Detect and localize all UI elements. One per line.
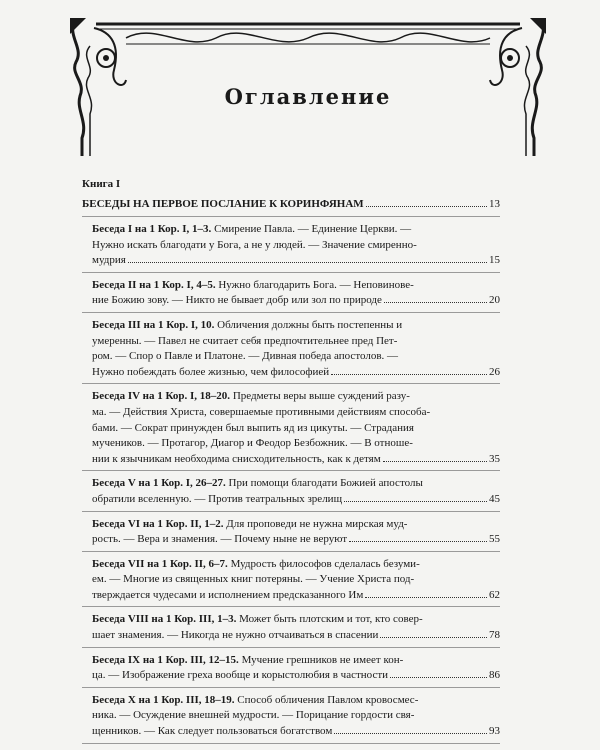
entry-text-line [92, 708, 500, 724]
entry-text: ника. — Осуждение внешней мудрости. — Порицание гордости свя- [92, 709, 415, 722]
leader-dots [366, 206, 487, 207]
entry-text: Для проповеди не нужна мирская муд- [226, 517, 408, 530]
entry-heading: Беседа X на 1 Кор. III, 18–19. [92, 693, 235, 706]
entry-text: Нужно побеждать более жизнью, чем философией [92, 365, 330, 378]
toc-entry [82, 606, 500, 646]
entry-page-number: 45 [489, 492, 500, 505]
entry-text: шает знамения. — Никогда не нужно отчаиваться в спасении [92, 629, 379, 642]
toc-entry [82, 470, 500, 510]
entry-text: тверждается чудесами и исполнением предсказанного Им [92, 588, 364, 601]
leader-dots [349, 541, 487, 542]
leader-dots [344, 501, 487, 502]
leader-dots [384, 302, 487, 303]
entry-last-line [92, 253, 500, 269]
entry-heading: Беседа I на 1 Кор. I, 1–3. [92, 223, 212, 235]
entry-text: бами. — Сократ принужден был выпить яд из цикуты. — Страдания [92, 421, 414, 434]
entry-text: Нужно благодарить Бога. — Неповинове- [218, 278, 414, 291]
entry-page-number: 55 [489, 533, 500, 546]
toc-entry [82, 216, 500, 272]
entry-page-number: 62 [489, 588, 500, 601]
entry-text: ма. — Действия Христа, совершаемые противными действиям способа- [92, 405, 431, 418]
leader-dots [383, 461, 487, 462]
entry-text: мучеников. — Протагор, Диагор и Феодор Безбожник. — В отноше- [92, 437, 413, 450]
entry-text-line [92, 572, 500, 588]
entry-last-line [92, 724, 500, 740]
entry-text: Нужно искать благодати у Бога, а не у людей. — Значение смиренно- [92, 238, 417, 251]
entry-text-line [92, 612, 500, 628]
entry-text-line [92, 557, 500, 573]
entry-text: ние Божию зову. — Никто не бывает добр или зол по природе [92, 294, 382, 307]
entry-last-line [92, 532, 500, 548]
entry-heading: Беседа II на 1 Кор. I, 4–5. [92, 278, 216, 291]
entry-heading: Беседа VI на 1 Кор. II, 1–2. [92, 517, 224, 530]
entry-page-number: 93 [489, 725, 500, 738]
entry-text: Предметы веры выше суждений разу- [232, 390, 410, 403]
entry-text-line [92, 653, 500, 669]
leader-dots [365, 597, 487, 598]
entry-heading: Беседа VIII на 1 Кор. III, 1–3. [92, 613, 237, 626]
entry-text-line [92, 238, 500, 254]
entry-page-number: 15 [489, 254, 500, 267]
entry-text: Мучение грешников не имеет кон- [241, 653, 404, 666]
entry-text: Может быть плотским и тот, кто совер- [239, 613, 423, 626]
page-title: Оглавление [224, 84, 392, 109]
entry-page-number: 26 [489, 365, 500, 378]
entry-text: При помощи благодати Божией апостолы [228, 477, 423, 490]
entry-page-number: 78 [489, 629, 500, 642]
entry-text-line [92, 349, 500, 365]
entry-text: Способ обличения Павлом кровосмес- [237, 693, 419, 706]
entry-text-line [92, 517, 500, 533]
entry-text: нии к язычникам необходима снисходительность, как к детям [92, 452, 381, 465]
entry-heading: Беседа VII на 1 Кор. II, 6–7. [92, 557, 228, 570]
entry-text: Обличения должны быть постепенны и [217, 318, 403, 331]
toc-entry [82, 511, 500, 551]
entry-text-line [92, 318, 500, 334]
entry-text: ром. — Спор о Павле и Платоне. — Дивная победа апостолов. — [92, 350, 399, 363]
leader-dots [128, 262, 487, 263]
entry-text: мудрия [92, 254, 126, 267]
entry-text: ца. — Изображение греха вообще и корыстолюбия в частности [92, 669, 389, 682]
entry-text-line [92, 222, 500, 238]
entry-heading: Беседа IX на 1 Кор. III, 12–15. [92, 653, 239, 666]
toc-entry [82, 383, 500, 470]
entry-text-line [92, 389, 500, 405]
toc-entry [82, 647, 500, 687]
section-page-number: 13 [489, 198, 500, 210]
entry-text-line [92, 405, 500, 421]
entry-last-line [92, 293, 500, 309]
toc-entry [82, 551, 500, 607]
entry-text-line [92, 278, 500, 294]
entry-last-line [92, 668, 500, 684]
leader-dots [380, 637, 487, 638]
entry-last-line [92, 628, 500, 644]
entry-page-number: 35 [489, 452, 500, 465]
entry-text: умеренны. — Павел не считает себя предпочтительнее пред Пет- [92, 334, 398, 347]
toc-entry [82, 312, 500, 383]
leader-dots [390, 677, 487, 678]
entry-last-line [92, 365, 500, 381]
entry-text-line [92, 476, 500, 492]
entry-text-line [92, 421, 500, 437]
entry-text: щенников. — Как следует пользоваться богатством [92, 725, 333, 738]
entry-text-line [92, 693, 500, 709]
toc-entry [82, 687, 500, 743]
section-title: БЕСЕДЫ НА ПЕРВОЕ ПОСЛАНИЕ К КОРИНФЯНАМ [82, 198, 364, 210]
entry-page-number: 86 [489, 669, 500, 682]
book-label: Книга I [82, 178, 121, 190]
entry-text-line [92, 334, 500, 350]
entry-text: ем. — Многие из священных книг потеряны. — Учение Христа под- [92, 573, 415, 586]
entry-heading: Беседа III на 1 Кор. I, 10. [92, 318, 215, 331]
entry-text: Мудрость философов сделалась безуми- [230, 557, 420, 570]
leader-dots [334, 733, 487, 734]
entry-page-number: 20 [489, 294, 500, 307]
entry-last-line [92, 452, 500, 468]
entry-text: рость. — Вера и знамения. — Почему ныне не веруют [92, 533, 348, 546]
entry-text: Смирение Павла. — Единение Церкви. — [214, 223, 412, 235]
entry-heading: Беседа IV на 1 Кор. I, 18–20. [92, 390, 231, 403]
toc-entry [82, 272, 500, 312]
entry-text: обратили вселенную. — Против театральных зрелищ [92, 492, 343, 505]
bottom-rule [82, 743, 500, 744]
entry-text-line [92, 436, 500, 452]
leader-dots [331, 374, 487, 375]
section-heading [82, 198, 500, 210]
toc-entries [82, 216, 500, 744]
entry-last-line [92, 492, 500, 508]
entry-last-line [92, 588, 500, 604]
entry-heading: Беседа V на 1 Кор. I, 26–27. [92, 477, 226, 490]
